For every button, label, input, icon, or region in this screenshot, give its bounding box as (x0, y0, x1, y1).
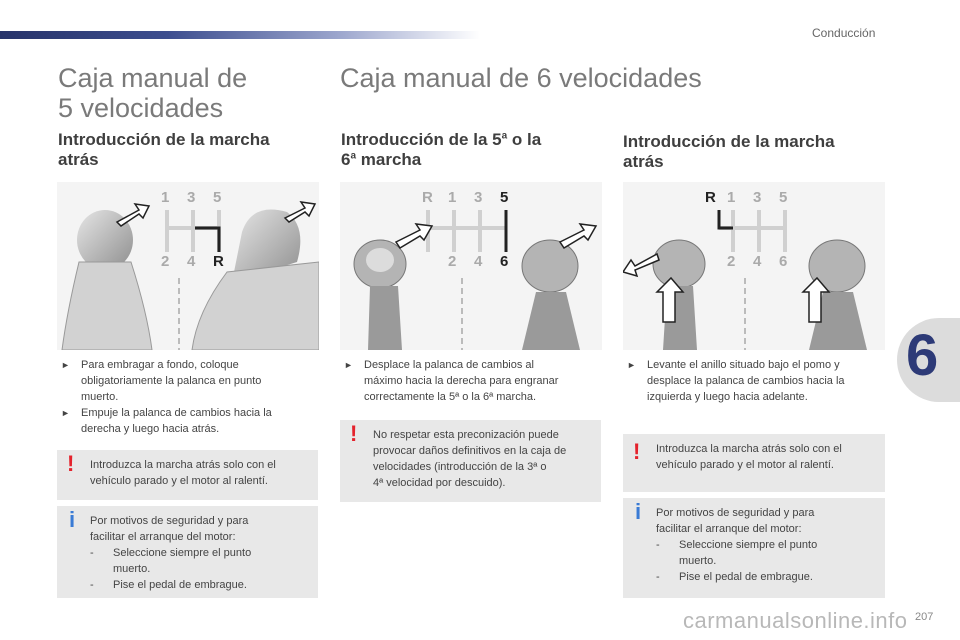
warning-note-reverse-5: ! Introduzca la marcha atrás solo con el vehículo parado y el motor al ralentí. (57, 450, 318, 500)
info-icon: i (635, 499, 642, 524)
gear-label: 2 (448, 253, 457, 270)
gear-label: 5 (779, 189, 788, 206)
info-icon: i (69, 507, 76, 532)
gear-label: R (422, 189, 433, 206)
gear-shift-illustration-6-speed (340, 182, 602, 350)
gear-label: 3 (753, 189, 762, 206)
list-item: - Pise el pedal de embrague. (656, 571, 813, 583)
warning-note-reverse-6: ! Introduzca la marcha atrás solo con el vehículo parado y el motor al ralentí. (623, 434, 885, 492)
subtitle-5th-6th: Introducción de la 5$^a$ o la 6$^a$ marcha (341, 130, 542, 169)
gear-shift-illustration-6-speed-reverse (623, 182, 885, 350)
gear-label: 4 (187, 253, 196, 270)
exclamation-icon: ! (67, 451, 75, 476)
gear-label: 5 (500, 189, 509, 206)
gear-label: 4 (753, 253, 762, 270)
gear-label: 1 (727, 189, 736, 206)
list-item: ► Desplace la palanca de cambios al máximo hacia la derecha para engranar correctamente la 5ª o la 6ª marcha. (344, 359, 559, 403)
play-arrow-icon: ► (61, 408, 70, 418)
info-note-safety-6: i Por motivos de seguridad y para facilitar el arranque del motor: - Seleccione siempre el punto muerto. - Pise el pedal de embrague. (623, 498, 885, 598)
list-item: - Pise el pedal de embrague. (90, 579, 247, 591)
gear-label: 1 (161, 189, 170, 206)
exclamation-icon: ! (633, 439, 641, 464)
page-number: 207 (915, 611, 934, 623)
list-item: - Seleccione siempre el punto muerto. (656, 539, 818, 567)
play-arrow-icon: ► (61, 360, 70, 370)
gear-label: 5 (213, 189, 222, 206)
instruction-list-6-speed (344, 357, 594, 405)
list-item: ► Levante el anillo situado bajo el pomo y desplace la palanca de cambios hacia la izquierda y luego hacia adelante. (627, 359, 845, 403)
page-title-5-speed: Caja manual de 5 velocidades (58, 63, 248, 123)
instruction-list-6-speed-reverse (627, 357, 877, 405)
subtitle-reverse-5: Introducción de la marcha atrás (58, 130, 270, 169)
play-arrow-icon: ► (344, 360, 353, 370)
chapter-number: 6 (906, 323, 939, 388)
page-title-6-speed: Caja manual de 6 velocidades (340, 63, 702, 93)
gear-label: R (213, 253, 224, 270)
warning-note-gearbox: ! No respetar esta preconización puede provocar daños definitivos en la caja de velocidades (introducción de la 3ª o 4ª velocidad por descuido). (340, 420, 601, 502)
list-item: ► Para embragar a fondo, coloque obligatoriamente la palanca en punto muerto. (61, 359, 262, 403)
list-item: ► Empuje la palanca de cambios hacia la derecha y luego hacia atrás. (61, 407, 272, 435)
list-item: - Seleccione siempre el punto muerto. (90, 547, 252, 575)
gear-label: R (705, 189, 716, 206)
gear-label: 6 (500, 253, 509, 270)
info-note-safety-5: i Por motivos de seguridad y para facilitar el arranque del motor: - Seleccione siempre el punto muerto. - Pise el pedal de embrague. (57, 506, 318, 598)
gear-label: 3 (474, 189, 483, 206)
gear-label: 3 (187, 189, 196, 206)
watermark: carmanualsonline.info (683, 608, 908, 633)
exclamation-icon: ! (350, 421, 358, 446)
gear-label: 6 (779, 253, 788, 270)
gear-label: 1 (448, 189, 457, 206)
gear-label: 4 (474, 253, 483, 270)
subtitle-reverse-6: Introducción de la marcha atrás (623, 132, 835, 171)
gear-label: 2 (161, 253, 170, 270)
gear-label: 2 (727, 253, 736, 270)
instruction-list-5-speed (61, 357, 311, 437)
section-label: Conducción (812, 26, 876, 40)
gear-shift-illustration-5-speed (57, 182, 319, 350)
play-arrow-icon: ► (627, 360, 636, 370)
header-bar (0, 31, 480, 39)
